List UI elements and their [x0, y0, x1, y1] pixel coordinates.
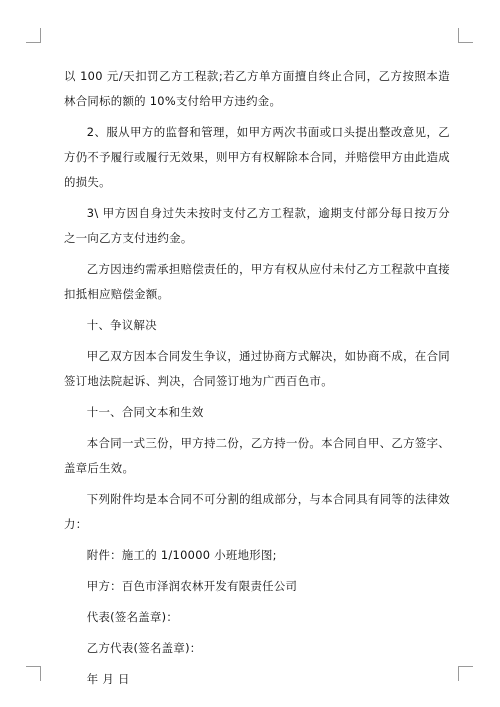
crop-mark-bottom-left — [26, 666, 41, 681]
paragraph-penalty-continued: 以 100 元/天扣罚乙方工程款;若乙方单方面擅自终止合同，乙方按照本造林合同标的额的 10%支付给甲方违约金。 — [64, 69, 450, 108]
paragraph-attachment-map: 附件：施工的 1/10000 小班地形图; — [86, 548, 277, 562]
paragraph-copies-effect: 本合同一式三份，甲方持二份，乙方持一份。本合同自甲、乙方签字、盖章后生效。 — [64, 436, 450, 475]
section-heading-effectiveness: 十一、合同文本和生效 — [86, 405, 204, 419]
crop-mark-top-left — [26, 28, 41, 43]
party-a-name: 甲方：百色市泽润农林开发有限责任公司 — [86, 579, 298, 593]
paragraph-dispute-resolution: 甲乙双方因本合同发生争议，通过协商方式解决，如协商不成，在合同签订地法院起诉、判决，合同签订地为广西百色市。 — [64, 349, 450, 388]
paragraph-attachments-intro: 下列附件均是本合同不可分割的组成部分，与本合同具有同等的法律效力： — [64, 492, 450, 531]
party-b-representative-signature: 乙方代表(签名盖章)： — [86, 641, 202, 655]
paragraph-late-payment-clause: 3\ 甲方因自身过失未按时支付乙方工程款，逾期支付部分每日按万分之一向乙方支付违约金。 — [64, 206, 450, 245]
document-body — [64, 64, 450, 698]
party-a-representative-signature: 代表(签名盖章)： — [86, 610, 179, 624]
crop-mark-top-right — [458, 28, 473, 43]
crop-mark-bottom-right — [458, 666, 473, 681]
paragraph-compensation-deduction: 乙方因违约需承担赔偿责任的，甲方有权从应付未付乙方工程款中直接扣抵相应赔偿金额。 — [64, 262, 450, 301]
signing-date: 年 月 日 — [86, 672, 130, 686]
section-heading-dispute: 十、争议解决 — [86, 318, 157, 332]
paragraph-supervision-clause: 2、服从甲方的监督和管理，如甲方两次书面或口头提出整改意见，乙方仍不予履行或履行无效果，则甲方有权解除本合同，并赔偿甲方由此造成的损失。 — [64, 125, 450, 189]
